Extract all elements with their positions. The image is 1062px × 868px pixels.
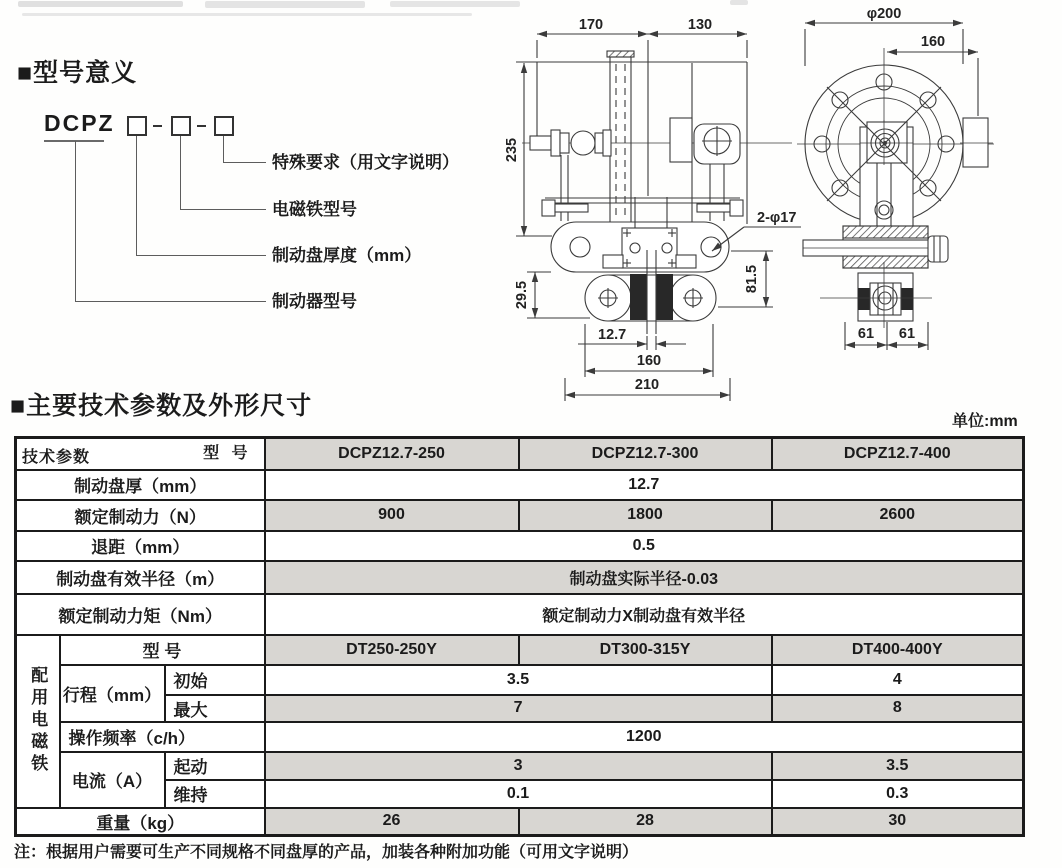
- footnote: 注：根据用户需要可生产不同规格不同盘厚的产品，加装各种附加功能（可用文字说明）: [14, 844, 639, 861]
- cell-current-hold-3: 0.3: [772, 780, 1024, 808]
- row-label: 退距（mm）: [16, 531, 265, 561]
- connector-line: [136, 136, 137, 255]
- cell-stroke-initial-12: 3.5: [265, 665, 772, 695]
- cell-current-start-3: 3.5: [772, 752, 1024, 780]
- dim-phi200: φ200: [866, 6, 902, 22]
- cell-rated-force-2: 1800: [519, 500, 772, 531]
- table-row-stroke-initial: [16, 665, 1024, 695]
- row-label: 制动盘厚（mm）: [16, 470, 265, 500]
- dim-81-5: 81.5: [744, 264, 760, 294]
- table-row-current-start: [16, 752, 1024, 780]
- table-row-magnet-model: [16, 635, 1024, 665]
- cell-rated-force-3: 2600: [772, 500, 1024, 531]
- section-title-model-meaning: ■型号意义: [17, 59, 138, 87]
- table-row-rated-torque: [16, 594, 1024, 635]
- table-row-rated-force: [16, 500, 1024, 531]
- connector-line: [75, 141, 76, 301]
- side-view-drawing: [797, 23, 994, 350]
- cell-effective-radius: 制动盘实际半径-0.03: [265, 561, 1024, 594]
- label-magnet-model: 电磁铁型号: [272, 200, 357, 219]
- table-row-current-hold: [16, 780, 1024, 808]
- scan-artifact: [18, 1, 183, 7]
- model-box-1: [127, 116, 147, 136]
- model-code: DCPZ: [44, 110, 115, 136]
- table-row-weight: [16, 808, 1024, 836]
- connector-line: [223, 162, 266, 163]
- section-title-parameters: ■主要技术参数及外形尺寸: [10, 392, 313, 420]
- row-label: 额定制动力矩（Nm）: [16, 594, 265, 635]
- row-label: 操作频率（c/h）: [60, 722, 265, 752]
- table-row-effective-radius: [16, 561, 1024, 594]
- unit-label: 单位:mm: [952, 413, 1018, 430]
- corner-model-label: 型 号: [203, 445, 252, 462]
- cell-stroke-initial-3: 4: [772, 665, 1024, 695]
- col-header-model-1: DCPZ12.7-250: [265, 438, 519, 470]
- cell-weight-2: 28: [519, 808, 772, 836]
- cell-weight-3: 30: [772, 808, 1024, 836]
- dim-130: 130: [687, 17, 713, 33]
- dim-61-left: 61: [857, 326, 875, 342]
- table-row-stroke-max: [16, 695, 1024, 722]
- label-special-request: 特殊要求（用文字说明）: [272, 153, 459, 172]
- dim-61-right: 61: [898, 326, 916, 342]
- row-label-current: 电流（A）: [60, 752, 165, 808]
- table-row-header: [16, 438, 1024, 470]
- cell-magnet-model-3: DT400-400Y: [772, 635, 1024, 665]
- table-row-disc-thickness: [16, 470, 1024, 500]
- cell-disc-thickness: 12.7: [265, 470, 1024, 500]
- cell-magnet-model-2: DT300-315Y: [519, 635, 772, 665]
- dim-210: 210: [634, 377, 660, 393]
- cell-retract: 0.5: [265, 531, 1024, 561]
- cell-current-start-12: 3: [265, 752, 772, 780]
- scan-artifact: [22, 13, 472, 16]
- col-header-model-3: DCPZ12.7-400: [772, 438, 1024, 470]
- model-dash-2: [197, 125, 206, 127]
- dim-160-side: 160: [920, 34, 946, 50]
- technical-drawings: [460, 0, 1062, 405]
- model-code-underline: [44, 140, 104, 142]
- row-label: 制动盘有效半径（m）: [16, 561, 265, 594]
- row-label-stroke: 行程（mm）: [60, 665, 165, 722]
- model-box-3: [214, 116, 234, 136]
- connector-line: [180, 136, 181, 209]
- dim-12-7: 12.7: [598, 327, 627, 343]
- row-label-max: 最大: [165, 695, 265, 722]
- dim-holes: 2-φ17: [757, 210, 797, 226]
- dim-170: 170: [578, 17, 604, 33]
- cell-stroke-max-3: 8: [772, 695, 1024, 722]
- model-dash-1: [153, 125, 162, 127]
- row-label: 重量（kg）: [16, 808, 265, 836]
- connector-line: [75, 301, 266, 302]
- model-box-2: [171, 116, 191, 136]
- cell-magnet-model-1: DT250-250Y: [265, 635, 519, 665]
- connector-line: [223, 136, 224, 162]
- cell-weight-1: 26: [265, 808, 519, 836]
- row-label: 型 号: [60, 635, 265, 665]
- dim-160-front: 160: [636, 353, 662, 369]
- dim-235: 235: [504, 137, 520, 163]
- corner-params-label: 技术参数: [22, 448, 91, 466]
- dim-29-5: 29.5: [514, 280, 530, 310]
- cell-rated-force-1: 900: [265, 500, 519, 531]
- row-label-start: 起动: [165, 752, 265, 780]
- table-row-retract: [16, 531, 1024, 561]
- magnet-group-label: 配用电磁铁: [28, 666, 48, 776]
- row-label-hold: 维持: [165, 780, 265, 808]
- cell-current-hold-12: 0.1: [265, 780, 772, 808]
- label-disc-thickness: 制动盘厚度（mm）: [272, 246, 422, 265]
- cell-stroke-max-12: 7: [265, 695, 772, 722]
- row-label-initial: 初始: [165, 665, 265, 695]
- cell-rated-torque: 额定制动力X制动盘有效半径: [265, 594, 1024, 635]
- corner-cell: [16, 438, 265, 470]
- col-header-model-2: DCPZ12.7-300: [519, 438, 772, 470]
- label-brake-model: 制动器型号: [272, 292, 357, 311]
- connector-line: [180, 209, 266, 210]
- connector-line: [136, 255, 266, 256]
- scan-artifact: [205, 1, 365, 8]
- magnet-group-cell: [16, 635, 60, 808]
- spec-table: [14, 436, 1025, 837]
- row-label: 额定制动力（N）: [16, 500, 265, 531]
- cell-frequency: 1200: [265, 722, 1024, 752]
- table-row-frequency: [16, 722, 1024, 752]
